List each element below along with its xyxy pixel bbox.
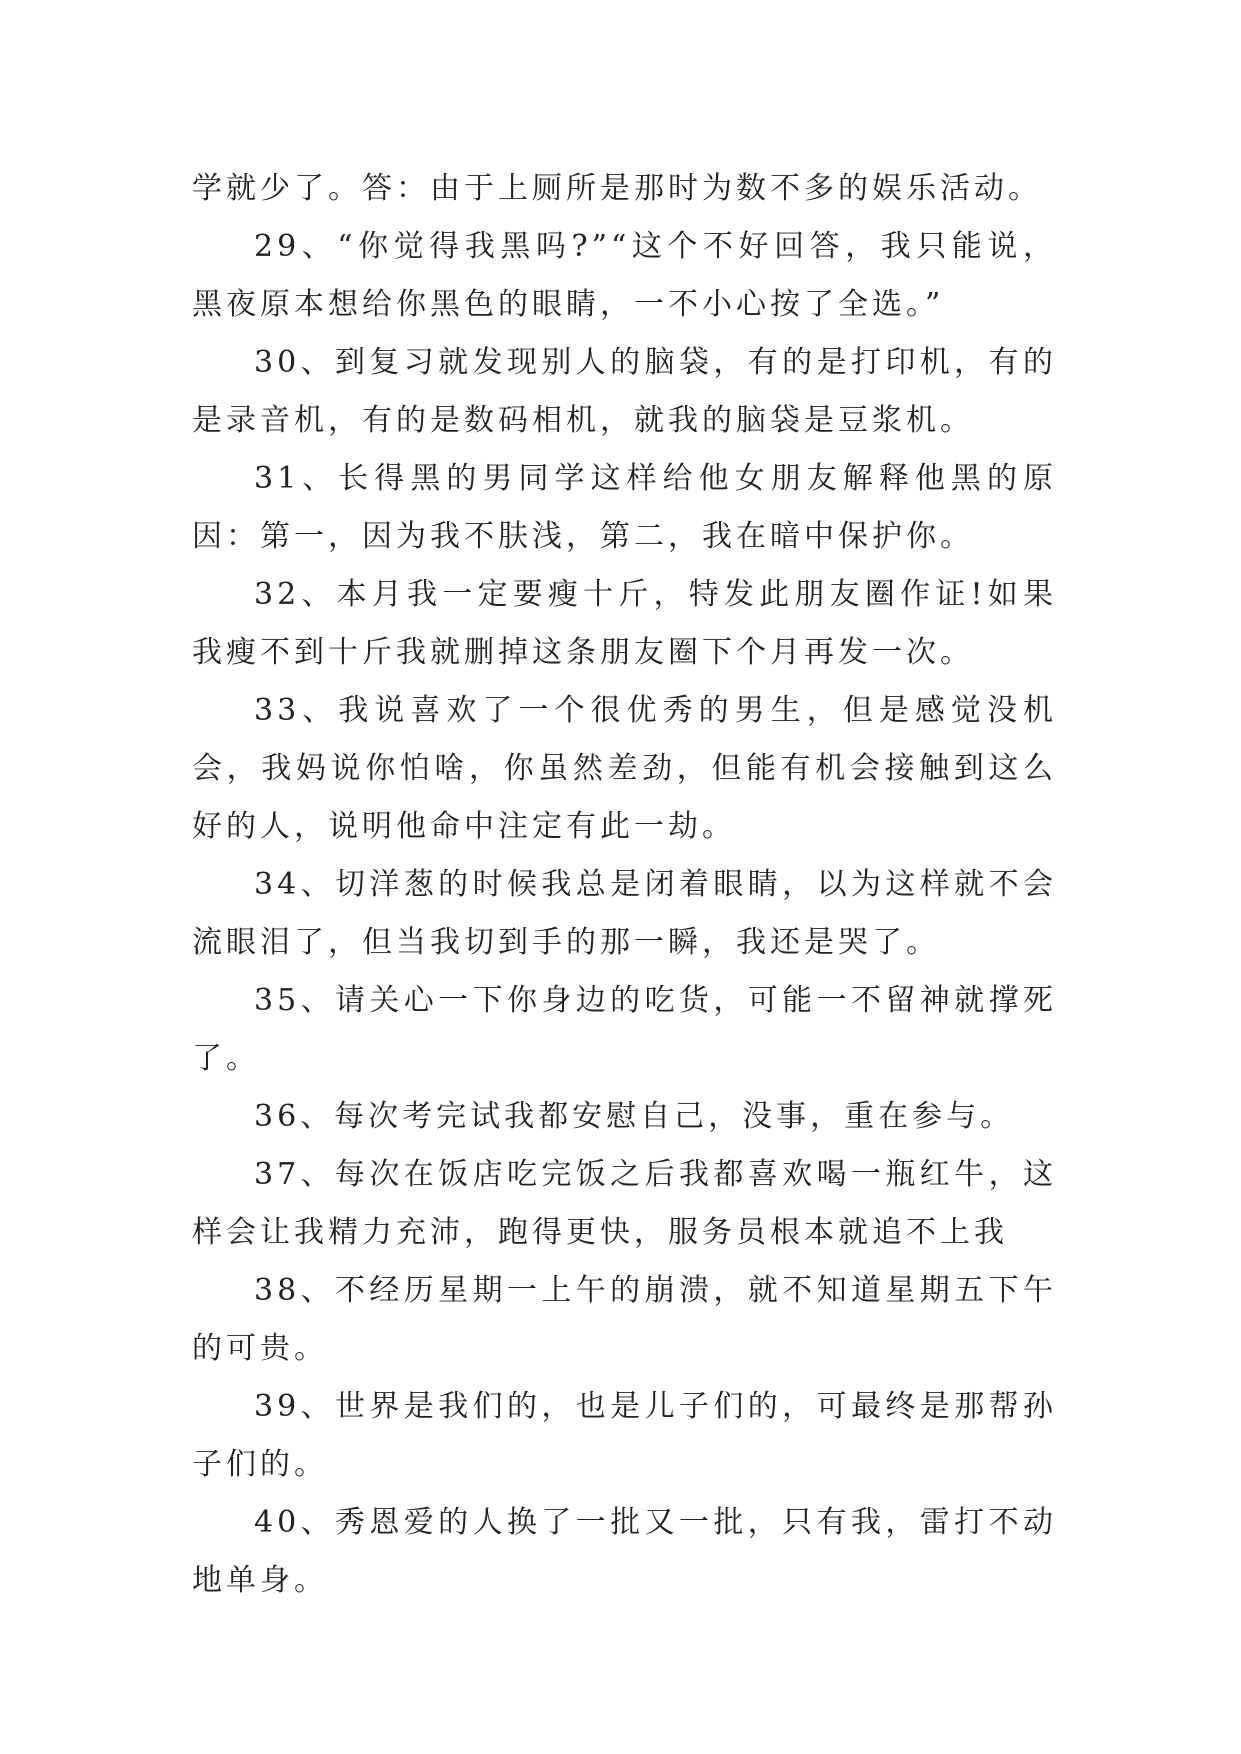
- paragraph-37: 37、每次在饭店吃完饭之后我都喜欢喝一瓶红牛，这样会让我精力充沛，跑得更快，服务员根本就追不上我: [192, 1157, 1057, 1250]
- paragraph-33: 33、我说喜欢了一个很优秀的男生，但是感觉没机会，我妈说你怕啥，你虽然差劲，但能有机会接触到这么好的人，说明他命中注定有此一劫。: [192, 693, 1057, 844]
- paragraph: 学就少了。答：由于上厕所是那时为数不多的娱乐活动。: [192, 171, 1042, 206]
- paragraph-38: 38、不经历星期一上午的崩溃，就不知道星期五下午的可贵。: [192, 1273, 1057, 1366]
- paragraph-31: 31、长得黑的男同学这样给他女朋友解释他黑的原因：第一，因为我不肤浅，第二，我在暗中保护你。: [192, 461, 1057, 554]
- paragraph-34: 34、切洋葱的时候我总是闭着眼睛，以为这样就不会流眼泪了，但当我切到手的那一瞬，我还是哭了。: [192, 867, 1057, 960]
- paragraph-30: 30、到复习就发现别人的脑袋，有的是打印机，有的是录音机，有的是数码相机，就我的脑袋是豆浆机。: [192, 345, 1057, 438]
- paragraph-32: 32、本月我一定要瘦十斤，特发此朋友圈作证!如果我瘦不到十斤我就删掉这条朋友圈下个月再发一次。: [192, 577, 1057, 670]
- document-body: [192, 160, 1057, 1610]
- paragraph-35: 35、请关心一下你身边的吃货，可能一不留神就撑死了。: [192, 983, 1057, 1076]
- paragraph-39: 39、世界是我们的，也是儿子们的，可最终是那帮孙子们的。: [192, 1389, 1057, 1482]
- paragraph-29: 29、“你觉得我黑吗?”“这个不好回答，我只能说，黑夜原本想给你黑色的眼睛，一不小心按了全选。”: [192, 229, 1057, 322]
- paragraph-40: 40、秀恩爱的人换了一批又一批，只有我，雷打不动地单身。: [192, 1505, 1057, 1598]
- paragraph-36: 36、每次考完试我都安慰自己，没事，重在参与。: [254, 1099, 1015, 1134]
